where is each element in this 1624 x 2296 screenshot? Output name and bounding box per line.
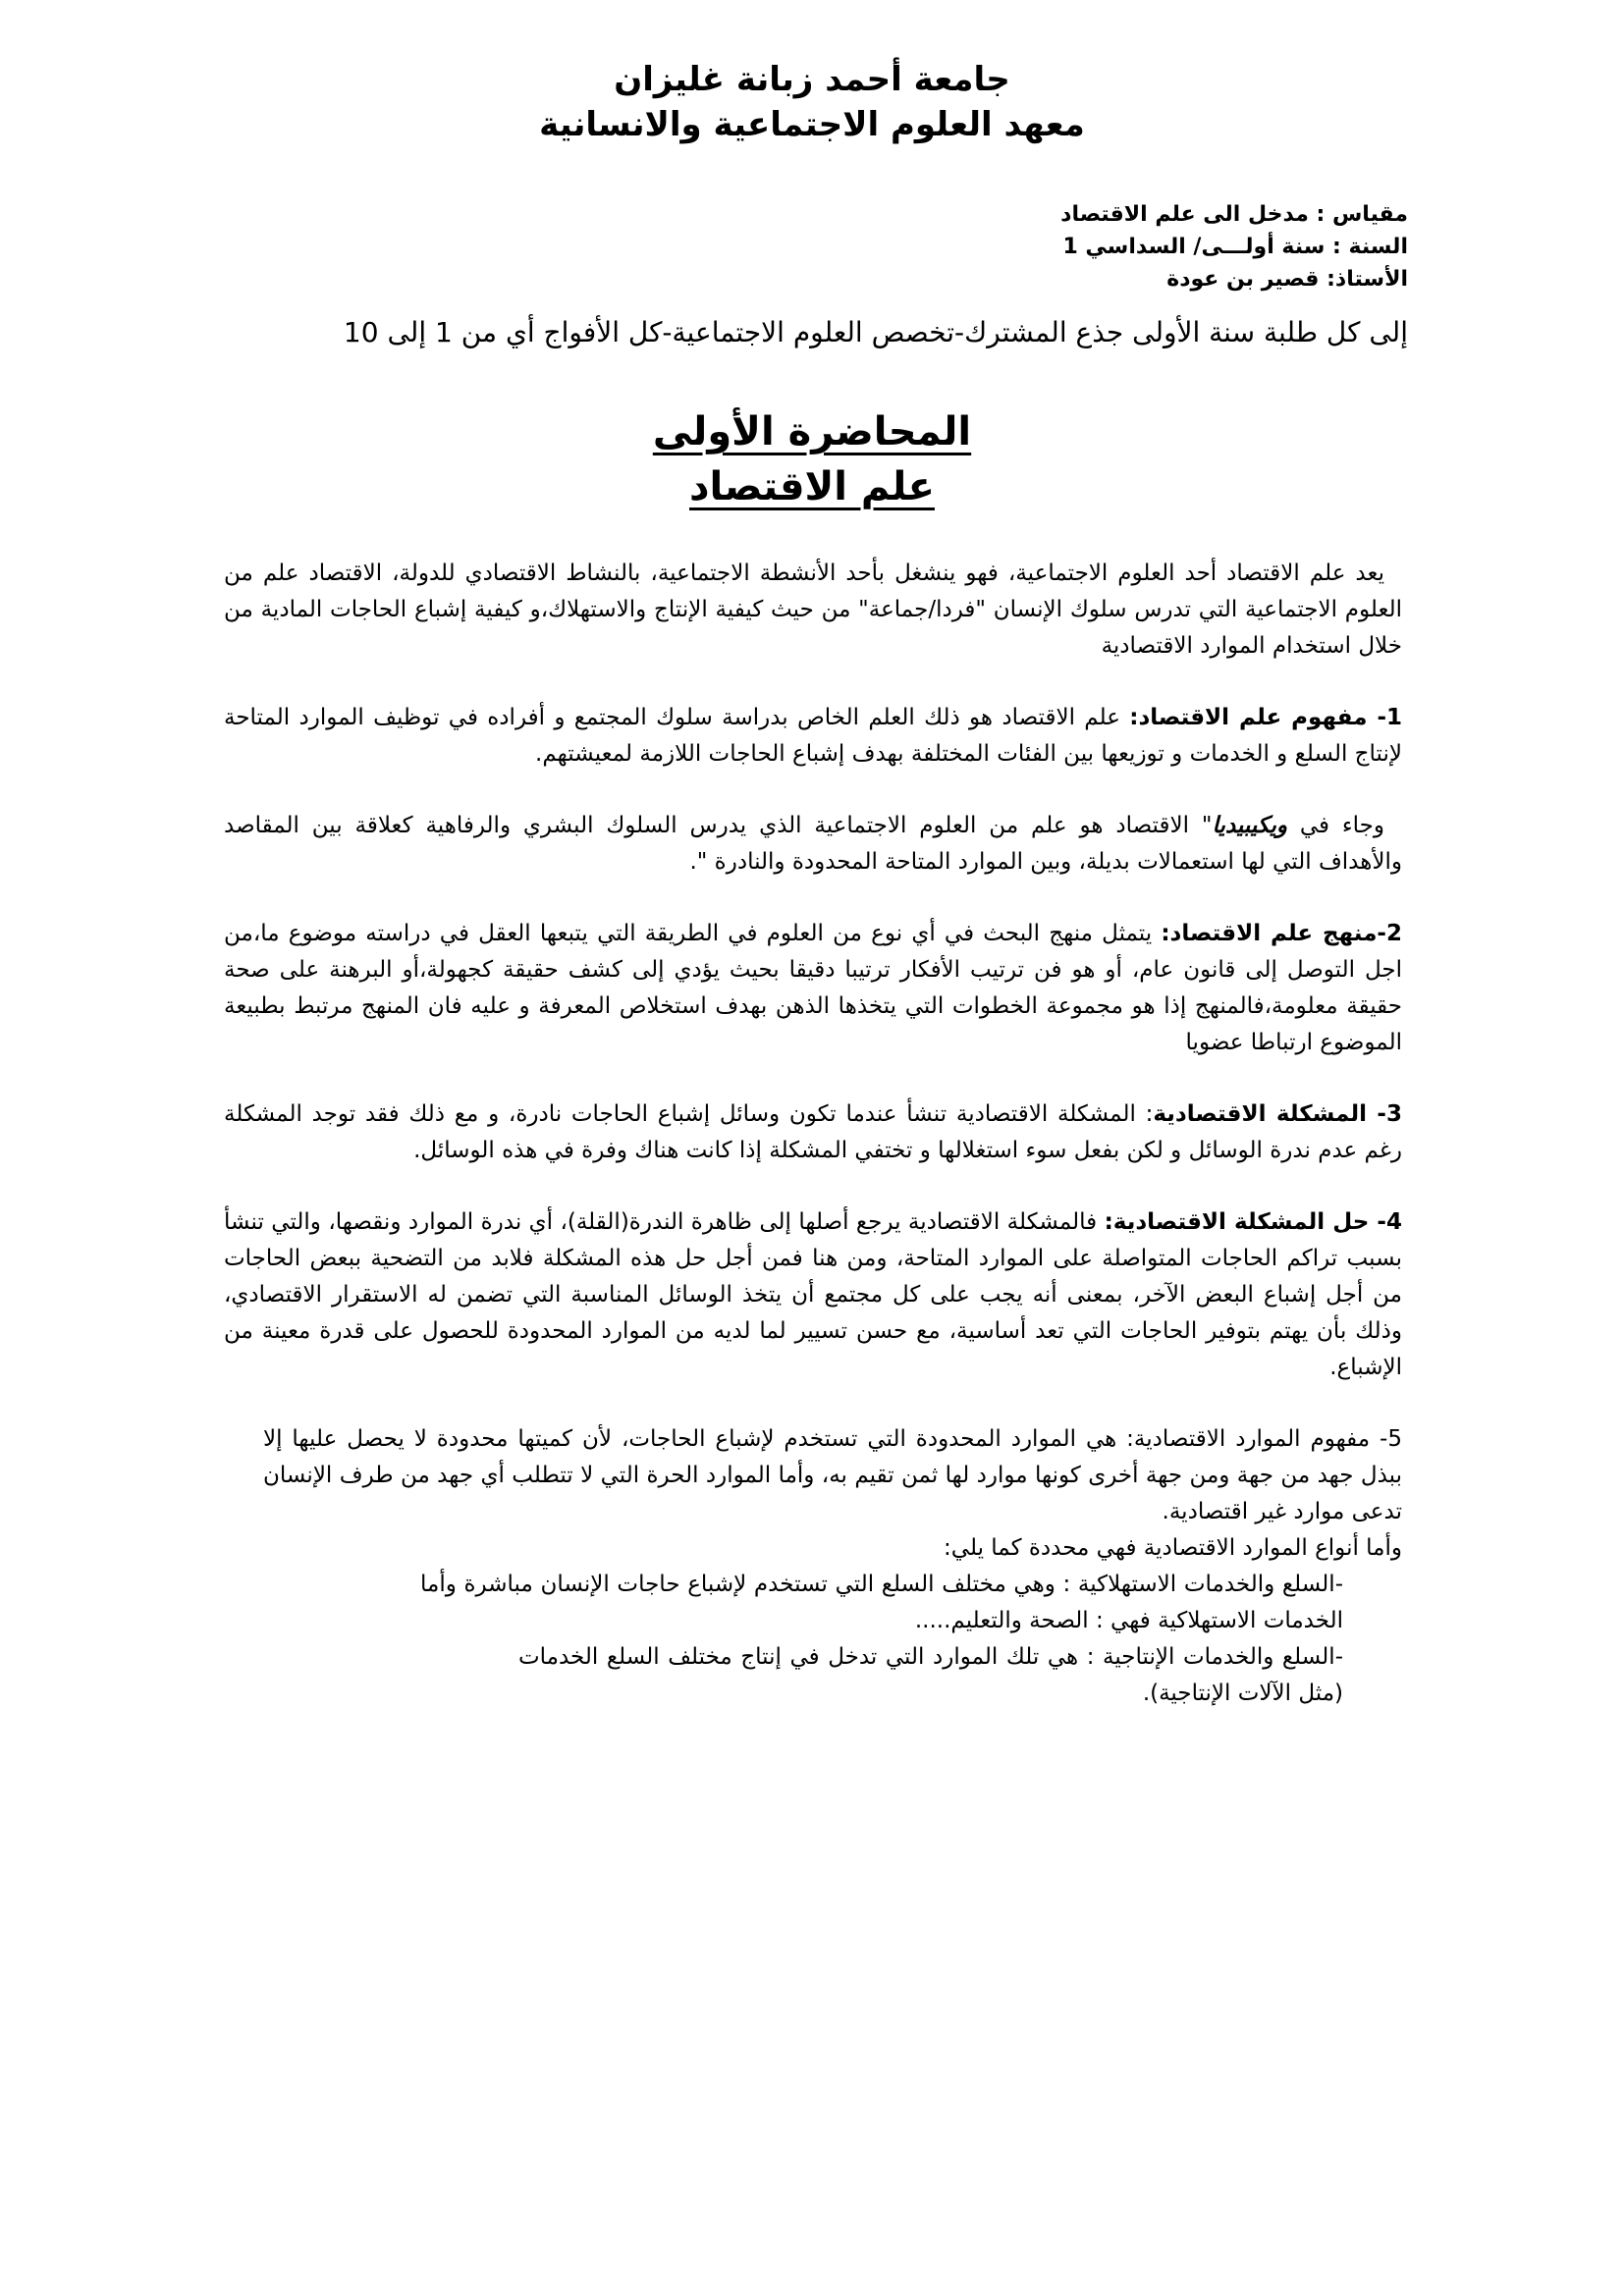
section-4-text: فالمشكلة الاقتصادية يرجع أصلها إلى ظاهرة الندرة(القلة)، أي ندرة الموارد ونقصها، والتي تنشأ بسبب تراكم الحاجات المتواصلة على الموارد المتاحة، ومن هنا فمن أجل حل هذه المشكلة فلابد من التضحية ببعض الحاجات من أجل إشباع البعض الآخر، بمعنى أنه يجب على كل مجتمع أن يتخذ الوسائل المناسبة التي تضمن له الاستقرار الاقتصادي، وذلك بأن يهتم بتوفير الحاجات التي تعد أساسية، مع حسن تسيير لما لديه من الموارد المحدودة للحصول على قدرة معينة من الإشباع. <box>224 1209 1402 1380</box>
producer-goods-item: -السلع والخدمات الإنتاجية : هي تلك الموارد التي تدخل في إنتاج مختلف السلع الخدمات (مثل الآلات الإنتاجية). <box>518 1644 1343 1706</box>
professor-line: الأستاذ: قصير بن عودة <box>1166 267 1408 292</box>
section-4-heading: 4- حل المشكلة الاقتصادية: <box>1104 1209 1402 1235</box>
section-5-paragraph <box>224 1421 1402 1530</box>
section-1-text: علم الاقتصاد هو ذلك العلم الخاص بدراسة سلوك المجتمع و أفراده في توظيف الموارد المتاحة لإنتاج السلع و الخدمات و توزيعها بين الفئات المختلفة بهدف إشباع الحاجات اللازمة لمعيشتهم. <box>224 705 1402 767</box>
section-5-heading: 5- مفهوم الموارد الاقتصادية <box>1133 1426 1402 1452</box>
university-name: جامعة أحمد زبانة غليزان <box>614 60 1010 99</box>
course-meta <box>181 198 1408 295</box>
module-line: مقياس : مدخل الى علم الاقتصاد <box>1060 202 1408 227</box>
section-2-heading: 2-منهج علم الاقتصاد: <box>1161 921 1402 946</box>
intro-paragraph: يعد علم الاقتصاد أحد العلوم الاجتماعية، فهو ينشغل بأحد الأنشطة الاجتماعية، بالنشاط الاقتصادي للدولة، الاقتصاد علم من العلوم الاجتماعية التي تدرس سلوك الإنسان "فردا/جماعة" من حيث كيفية الإنتاج والاستهلاك،و كيفية إشباع الحاجات المادية من خلال استخدام الموارد الاقتصادية <box>224 561 1402 659</box>
section-5-text: : هي الموارد المحدودة التي تستخدم لإشباع الحاجات، لأن كميتها محدودة لا يحصل عليها إلا ببذل جهد من جهة ومن جهة أخرى كونها موارد لها ثمن تقيم به، وأما الموارد الحرة التي لا تتطلب أي جهد من طرف الإنسان تدعى موارد غير اقتصادية. <box>263 1426 1402 1524</box>
section-3-heading: 3- المشكلة الاقتصادية <box>1153 1101 1402 1127</box>
wikipedia-quote: " الاقتصاد هو علم من العلوم الاجتماعية الذي يدرس السلوك البشري والرفاهية كعلاقة بين المقاصد والأهداف التي لها استعمالات بديلة، وبين الموارد المتاحة المحدودة والنادرة ". <box>224 813 1402 875</box>
lecture-body <box>224 556 1402 1712</box>
wikipedia-paragraph <box>224 808 1402 881</box>
section-4-paragraph <box>224 1204 1402 1386</box>
consumer-goods-item: -السلع والخدمات الاستهلاكية : وهي مختلف السلع التي تستخدم لإشباع حاجات الإنسان مباشرة وأما الخدمات الاستهلاكية فهي : الصحة والتعليم..... <box>420 1572 1343 1633</box>
section-1-heading: 1- مفهوم علم الاقتصاد: <box>1129 705 1402 730</box>
section-1-paragraph <box>224 700 1402 773</box>
year-line: السنة : سنة أولـــى/ السداسي 1 <box>1062 235 1408 259</box>
lecture-subject: علم الاقتصاد <box>689 464 935 509</box>
lecture-heading <box>0 404 1624 514</box>
institute-name: معهد العلوم الاجتماعية والانسانية <box>539 105 1085 144</box>
section-2-paragraph <box>224 916 1402 1061</box>
audience-line: إلى كل طلبة سنة الأولى جذع المشترك-تخصص العلوم الاجتماعية-كل الأفواج أي من 1 إلى 10 <box>343 316 1408 348</box>
resource-types-intro: وأما أنواع الموارد الاقتصادية فهي محددة كما يلي: <box>944 1535 1402 1561</box>
section-2-text: يتمثل منهج البحث في أي نوع من العلوم في الطريقة التي يتبعها العقل في دراسته موضوع ما،من اجل التوصل إلى قانون عام، أو هو فن ترتيب الأفكار ترتيبا دقيقا بحيث يؤدي إلى كشف حقيقة كجهولة،أو البرهنة على صحة حقيقة معلومة،فالمنهج إذا هو مجموعة الخطوات التي يتخذها الذهن بهدف استخلاص المعرفة و عليه فان المنهج مرتبط بطبيعة الموضوع ارتباطا عضويا <box>224 921 1402 1055</box>
section-5-block <box>224 1421 1402 1712</box>
wikipedia-source: ويكيبيديا <box>1212 813 1287 838</box>
section-3-text: : المشكلة الاقتصادية تنشأ عندما تكون وسائل إشباع الحاجات نادرة، و مع ذلك فقد توجد المشكلة رغم عدم ندرة الوسائل و لكن بفعل سوء استغلالها و تختفي المشكلة إذا كانت هناك وفرة في هذه الوسائل. <box>224 1101 1402 1163</box>
section-3-paragraph <box>224 1096 1402 1169</box>
document-header <box>0 57 1624 147</box>
lecture-number: المحاضرة الأولى <box>652 409 972 454</box>
wikipedia-lead-in: وجاء في <box>1286 813 1384 838</box>
